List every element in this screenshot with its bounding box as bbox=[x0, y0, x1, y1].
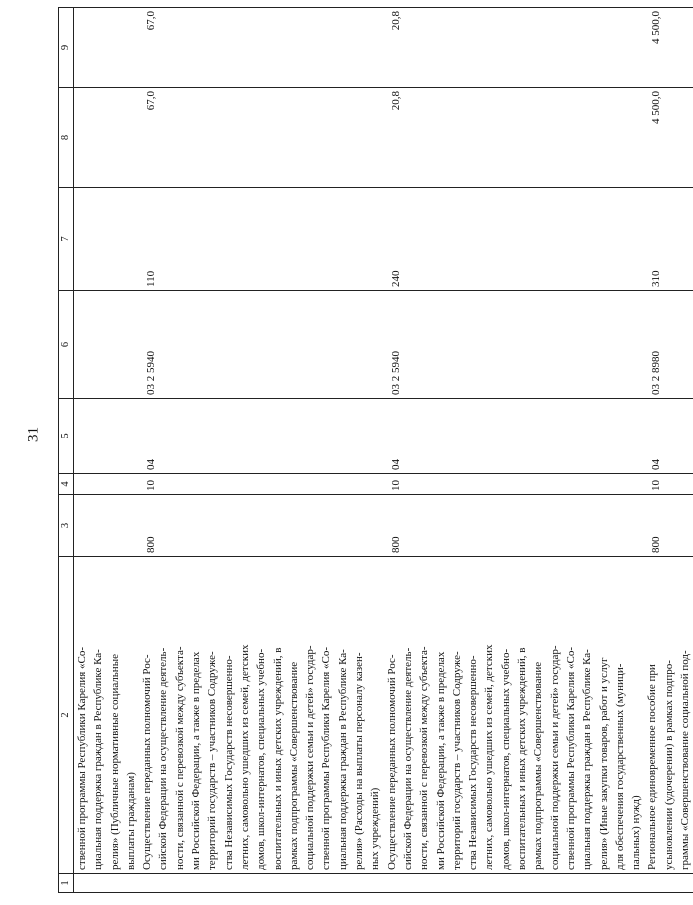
table-row bbox=[644, 8, 693, 893]
cell-description bbox=[74, 557, 140, 874]
description-line: Осуществление переданных полномочий Рос- bbox=[385, 654, 398, 870]
description-line: летних, самовольно ушедших из семей, детских bbox=[483, 644, 496, 870]
description-line: сийской Федерации на осуществление деятель- bbox=[401, 647, 414, 870]
cell-c8 bbox=[74, 88, 140, 188]
cell-col-1 bbox=[74, 874, 140, 893]
cell-c7: 110 bbox=[139, 188, 383, 291]
cell-c5: 04 bbox=[139, 399, 383, 474]
description-line: ных учреждений) bbox=[369, 787, 382, 870]
cell-c3: 800 bbox=[384, 495, 645, 557]
description-line: Региональное единовременное пособие при bbox=[646, 664, 659, 870]
cell-c9: 20,8 bbox=[384, 8, 645, 88]
cell-c6: 03 2 5940 bbox=[139, 291, 383, 399]
cell-description bbox=[644, 557, 693, 874]
cell-c7 bbox=[74, 188, 140, 291]
description-line: ми Российской Федерации, а также в пределах bbox=[190, 651, 203, 870]
description-line: усыновлении (удочерении) в рамках подпро- bbox=[662, 660, 675, 870]
description-line: ственной программы Республики Карелия «Со- bbox=[320, 646, 333, 870]
description-line: воспитательных и иных детских учреждений, в bbox=[516, 647, 529, 870]
description-line: ности, связанной с перевозкой между субъекта- bbox=[173, 646, 186, 870]
cell-c3: 800 bbox=[139, 495, 383, 557]
cell-c5: 04 bbox=[384, 399, 645, 474]
table-body bbox=[74, 8, 693, 893]
header-col-8: 8 bbox=[59, 88, 74, 188]
page-number: 31 bbox=[25, 427, 42, 442]
budget-table bbox=[58, 7, 693, 893]
cell-c9 bbox=[74, 8, 140, 88]
header-col-2: 2 bbox=[59, 557, 74, 874]
cell-c3: 800 bbox=[644, 495, 693, 557]
cell-col-1 bbox=[644, 874, 693, 893]
cell-col-1 bbox=[384, 874, 645, 893]
header-col-9: 9 bbox=[59, 8, 74, 88]
description-line: ми Российской Федерации, а также в пределах bbox=[434, 651, 447, 870]
description-line: выплаты гражданам) bbox=[124, 772, 137, 870]
description-line: социальной поддержки семьи и детей» государ- bbox=[548, 645, 561, 870]
cell-c9: 67,0 bbox=[139, 8, 383, 88]
rotated-page-area bbox=[58, 8, 691, 893]
rotated-content bbox=[58, 8, 691, 893]
description-line: циальная поддержка граждан в Республике Ка- bbox=[336, 649, 349, 870]
description-line: рамках подпрограммы «Совершенствование bbox=[287, 661, 300, 870]
description-line: граммы «Совершенствование социальной под- bbox=[678, 650, 691, 870]
cell-c6: 03 2 5940 bbox=[384, 291, 645, 399]
cell-c7: 240 bbox=[384, 188, 645, 291]
table-row bbox=[384, 8, 645, 893]
cell-c7: 310 bbox=[644, 188, 693, 291]
cell-c3 bbox=[74, 495, 140, 557]
header-col-1: 1 bbox=[59, 874, 74, 893]
cell-c4 bbox=[74, 474, 140, 495]
description-line: территорий государств – участников Содруже- bbox=[450, 651, 463, 870]
description-line: Осуществление переданных полномочий Рос- bbox=[141, 654, 154, 870]
cell-c4: 10 bbox=[384, 474, 645, 495]
header-col-6: 6 bbox=[59, 291, 74, 399]
table-row bbox=[139, 8, 383, 893]
description-line: циальная поддержка граждан в Республике Ка- bbox=[581, 649, 594, 870]
description-line: ственной программы Республики Карелия «Со- bbox=[564, 646, 577, 870]
description-line: пальных) нужд) bbox=[630, 795, 643, 870]
description-line: ственной программы Республики Карелия «Со- bbox=[76, 646, 88, 870]
cell-c4: 10 bbox=[139, 474, 383, 495]
cell-c8: 4 500,0 bbox=[644, 88, 693, 188]
description-line: домов, школ-интернатов, специальных учебно- bbox=[499, 648, 512, 870]
header-row bbox=[59, 8, 74, 893]
description-line: ства Независимых Государств несовершенно- bbox=[222, 655, 235, 870]
description-line: релия» (Публичные нормативные социальные bbox=[108, 654, 121, 870]
cell-c5 bbox=[74, 399, 140, 474]
description-line: релия» (Расходы на выплаты персоналу казен- bbox=[353, 652, 366, 870]
description-line: для обеспечения государственных (муници- bbox=[613, 663, 626, 870]
description-line: ности, связанной с перевозкой между субъекта- bbox=[418, 646, 431, 870]
cell-c6 bbox=[74, 291, 140, 399]
cell-c9: 4 500,0 bbox=[644, 8, 693, 88]
cell-description bbox=[384, 557, 645, 874]
cell-c6: 03 2 8980 bbox=[644, 291, 693, 399]
description-line: рамках подпрограммы «Совершенствование bbox=[532, 661, 545, 870]
description-line: территорий государств – участников Содруже- bbox=[206, 651, 219, 870]
description-line: ства Независимых Государств несовершенно- bbox=[467, 655, 480, 870]
description-line: релия» (Иные закупки товаров, работ и услуг bbox=[597, 657, 610, 870]
description-line: воспитательных и иных детских учреждений, в bbox=[271, 647, 284, 870]
table-row bbox=[74, 8, 140, 893]
description-line: сийской Федерации на осуществление деятель- bbox=[157, 647, 170, 870]
cell-c8: 20,8 bbox=[384, 88, 645, 188]
cell-description bbox=[139, 557, 383, 874]
description-line: социальной поддержки семьи и детей» государ- bbox=[304, 645, 317, 870]
cell-c8: 67,0 bbox=[139, 88, 383, 188]
header-col-7: 7 bbox=[59, 188, 74, 291]
header-col-5: 5 bbox=[59, 399, 74, 474]
cell-col-1 bbox=[139, 874, 383, 893]
description-line: циальная поддержка граждан в Республике Ка- bbox=[92, 649, 105, 870]
header-col-4: 4 bbox=[59, 474, 74, 495]
description-line: домов, школ-интернатов, специальных учебно- bbox=[255, 648, 268, 870]
description-line: летних, самовольно ушедших из семей, детских bbox=[238, 644, 251, 870]
cell-c5: 04 bbox=[644, 399, 693, 474]
header-col-3: 3 bbox=[59, 495, 74, 557]
cell-c4: 10 bbox=[644, 474, 693, 495]
